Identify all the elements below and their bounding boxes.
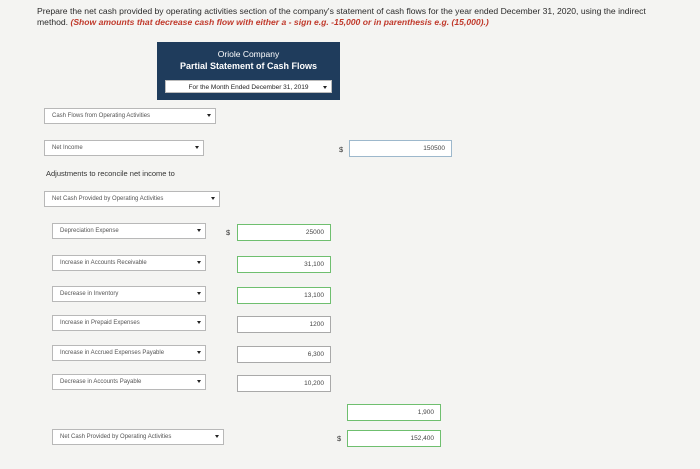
chevron-down-icon bbox=[197, 321, 201, 324]
adjustments-label: Adjustments to reconcile net income to bbox=[46, 169, 175, 178]
adjustment-select[interactable] bbox=[52, 315, 206, 331]
net-income-input[interactable]: 150500 bbox=[349, 140, 452, 157]
adjustment-select[interactable] bbox=[52, 255, 206, 271]
instructions-text bbox=[37, 6, 677, 28]
chevron-down-icon bbox=[215, 435, 219, 438]
adjustments-to-select-value: Net Cash Provided by Operating Activities bbox=[52, 196, 164, 202]
period-select[interactable] bbox=[165, 80, 332, 93]
adjustments-to-select[interactable] bbox=[44, 191, 220, 207]
period-select-value: For the Month Ended December 31, 2019 bbox=[188, 84, 309, 91]
chevron-down-icon bbox=[197, 229, 201, 232]
adjustment-select[interactable] bbox=[52, 374, 206, 390]
final-total-currency: $ bbox=[337, 434, 342, 443]
chevron-down-icon bbox=[197, 292, 201, 295]
adjustment-select-value: Decrease in Inventory bbox=[60, 291, 119, 297]
adjustment-select-value: Increase in Prepaid Expenses bbox=[60, 320, 140, 326]
adjustment-amount-input[interactable]: 6,300 bbox=[237, 346, 331, 363]
section-select[interactable] bbox=[44, 108, 216, 124]
section-select-value: Cash Flows from Operating Activities bbox=[52, 113, 151, 119]
chevron-down-icon bbox=[323, 86, 327, 89]
instructions-emphasis: (Show amounts that decrease cash flow with either a - sign e.g. -15,000 or in parenthesis e.g. (15,000).) bbox=[70, 17, 489, 27]
net-income-select[interactable] bbox=[44, 140, 204, 156]
chevron-down-icon bbox=[197, 380, 201, 383]
adjustment-select-value: Increase in Accounts Receivable bbox=[60, 260, 147, 266]
adjustment-select-value: Increase in Accrued Expenses Payable bbox=[60, 350, 165, 356]
adjustment-amount-input[interactable]: 1200 bbox=[237, 316, 331, 333]
chevron-down-icon bbox=[197, 351, 201, 354]
final-total-select-value: Net Cash Provided by Operating Activities bbox=[60, 434, 172, 440]
chevron-down-icon bbox=[207, 114, 211, 117]
adjustment-amount-input[interactable]: 10,200 bbox=[237, 375, 331, 392]
adjustment-amount-input[interactable]: 31,100 bbox=[237, 256, 331, 273]
adjustment-select-value: Decrease in Accounts Payable bbox=[60, 379, 142, 385]
chevron-down-icon bbox=[195, 146, 199, 149]
company-name: Oriole Company bbox=[217, 49, 280, 59]
final-total-select[interactable] bbox=[52, 429, 224, 445]
adjustment-select[interactable] bbox=[52, 223, 206, 239]
adjustment-select[interactable] bbox=[52, 286, 206, 302]
net-income-select-value: Net Income bbox=[52, 145, 83, 151]
statement-title: Partial Statement of Cash Flows bbox=[179, 61, 318, 71]
instructions-main: Prepare the net cash provided by operating activities section of the company's statement of cash flows for the year ended December 31, 2020, using the indirect method. bbox=[37, 6, 646, 27]
net-income-currency: $ bbox=[339, 145, 344, 154]
adjustment-currency: $ bbox=[226, 228, 231, 237]
adjustment-amount-input[interactable]: 13,100 bbox=[237, 287, 331, 304]
chevron-down-icon bbox=[211, 197, 215, 200]
net-cash-provided-input[interactable]: 152,400 bbox=[347, 430, 441, 447]
adjustment-select[interactable] bbox=[52, 345, 206, 361]
chevron-down-icon bbox=[197, 261, 201, 264]
adjustments-total-input[interactable]: 1,900 bbox=[347, 404, 441, 421]
adjustment-amount-input[interactable]: 25000 bbox=[237, 224, 331, 241]
adjustment-select-value: Depreciation Expense bbox=[60, 228, 119, 234]
